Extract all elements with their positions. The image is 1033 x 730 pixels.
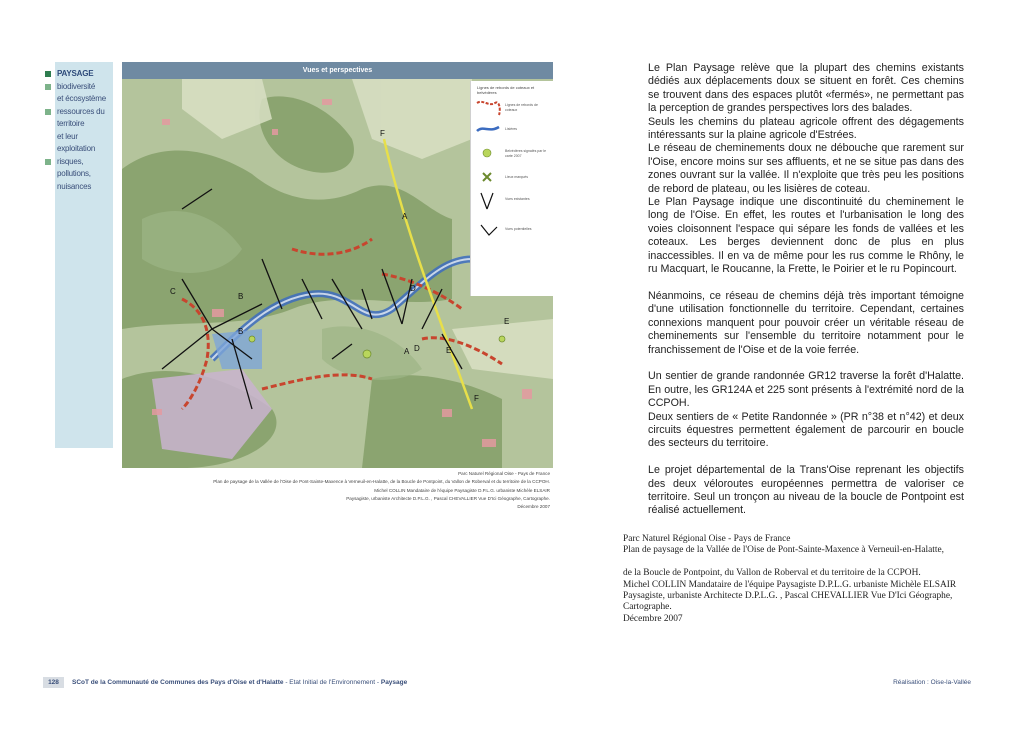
caption-line: Plan de paysage de la Vallée de l'Oise de Pont-Sainte-Maxence à Verneuil-en-Halatte, de la Boucle de Pontpoint, du Vallon de Roberval et du territoire de la CCPOH.	[213, 479, 550, 485]
footer-title-bold: SCoT de la Communauté de Communes des Pays d'Oise et d'Halatte	[72, 679, 284, 686]
source-line: Parc Naturel Régional Oise - Pays de France	[623, 534, 791, 544]
nav-item-label: et leur	[57, 131, 78, 141]
nav-item-label: biodiversité	[57, 81, 96, 91]
footer-title-rest: - Etat Initial de l'Environnement -	[283, 679, 381, 686]
nav-item-label: exploitation	[57, 144, 96, 153]
nav-item-label: pollutions,	[57, 169, 91, 178]
paragraph: Seuls les chemins du plateau agricole offrent des dégagements intéressants sur la plaine agricole d'Estrées.	[648, 115, 964, 142]
legend-item: Lieux marqués	[505, 175, 528, 179]
paragraph: Le projet départemental de la Trans'Oise reprenant les objectifs des deux véloroutes européennes permettra de valoriser ce territoire. Seul un tronçon au niveau de la boucle de Pontpoint est réalisé actuellement.	[648, 464, 964, 517]
footer-title	[72, 677, 407, 688]
landscape-map	[122, 62, 553, 468]
map-label: F	[474, 394, 479, 403]
source-line: Paysagiste, urbaniste Architecte D.P.L.G. , Pascal CHEVALLIER Vue D'Ici Géographe, Cartographe.	[623, 591, 953, 613]
nav-item-label: PAYSAGE	[57, 69, 94, 78]
legend-title: Lignes de rebords de coteaux et belvédères	[477, 85, 535, 95]
bullet-square-icon	[45, 71, 51, 77]
source-credits	[623, 534, 973, 625]
nav-item-label: risques,	[57, 156, 84, 166]
caption-line: Michel COLLIN Mandataire de l'équipe Paysagiste D.P.L.G. urbaniste Michèle ELSAIR	[374, 487, 550, 493]
footer-section: Paysage	[380, 679, 408, 686]
paragraph: Le Plan Paysage relève que la plupart des chemins existants dédiés aux déplacements doux se situent en forêt. Ces chemins se trouvent dans des espaces plutôt «fermés», ne permettant pas la perception de grandes perspectives lors des balades.	[648, 62, 964, 115]
paragraph: Deux sentiers de « Petite Randonnée » (PR n°38 et n°42) et deux circuits équestres permettent également de parcourir en boucle des secteurs du territoire.	[648, 410, 964, 450]
source-line: Michel COLLIN Mandataire de l'équipe Paysagiste D.P.L.G. urbaniste Michèle ELSAIR	[623, 579, 957, 590]
nav-item-ressources[interactable]	[43, 106, 123, 156]
legend-item: Belvédères signalés par le carte 2007	[505, 149, 547, 158]
map-label: F	[380, 129, 385, 138]
map-label: D	[414, 344, 420, 353]
map-label: E	[504, 317, 510, 326]
paragraph: Un sentier de grande randonnée GR12 traverse la forêt d'Halatte. En outre, les GR124A et 225 sont présents à l'extrémité nord de la CCPOH.	[648, 370, 964, 410]
nav-item-label: ressources du	[57, 106, 105, 116]
paragraph: Le Plan Paysage indique une discontinuité du cheminement le long de l'Oise. En effet, les routes et l'urbanisation le long des voies cloisonnent l'espace qui sépare les fonds de vallées et les coteaux. Les berges deviennent donc de plus en plus inaccessibles. Il en va de même pour les rus comme le Rhôny, le ru Macquart, le Roucanne, la Frette, le Poirier et le ru Popincourt.	[648, 196, 964, 276]
nav-item-label: nuisances	[57, 181, 92, 191]
map-label: A	[402, 212, 408, 221]
nav-item-risques[interactable]	[43, 156, 123, 194]
map-title: Vues et perspectives	[122, 62, 553, 79]
source-line: de la Boucle de Pontpoint, du Vallon de Roberval et du territoire de la CCPOH.	[623, 568, 921, 579]
nav-item-biodiversite[interactable]	[43, 81, 123, 106]
legend-item: Vues potentielles	[505, 227, 532, 231]
bullet-square-icon	[45, 84, 51, 90]
body-text	[648, 62, 964, 518]
map-label: B	[238, 292, 244, 301]
nav-item-label: et écosystème	[57, 94, 106, 103]
legend-item: Lignes de rebords de coteaux	[505, 103, 538, 112]
legend-item: Lisières	[505, 127, 518, 131]
legend-symbols	[471, 81, 553, 296]
bullet-square-icon	[45, 109, 51, 115]
page-number: 128	[43, 677, 64, 688]
paragraph: Le réseau de cheminements doux ne débouche que rarement sur l'Oise, encore moins sur ses affluents, et ne se situe pas dans des zones ouvrant sur la vallée. Il n'exploite que très peu les positions de rebord de plateau, ou les lisières de coteau.	[648, 142, 964, 195]
caption-line: Paysagiste, urbaniste Architecte D.P.L.G. , Pascal CHEVALLIER Vue D'Ici Géographe, Cartographe.	[346, 495, 550, 501]
map-label: C	[170, 287, 176, 296]
map-caption	[150, 470, 550, 511]
legend-item: Vues existantes	[505, 197, 530, 201]
page-footer	[43, 677, 971, 688]
source-line: Plan de paysage de la Vallée de l'Oise de Pont-Sainte-Maxence à Verneuil-en-Halatte,	[623, 545, 945, 556]
map-label: B	[238, 327, 244, 336]
source-line: Décembre 2007	[623, 613, 683, 624]
footer-credit: Réalisation : Oise-la-Vallée	[893, 679, 971, 686]
map-label: A	[404, 347, 410, 356]
bullet-square-icon	[45, 159, 51, 165]
map-label: D	[410, 284, 416, 293]
map-label: E	[446, 346, 452, 355]
map-legend	[470, 81, 553, 296]
caption-line: Parc Naturel Régional Oise - Pays de France	[458, 471, 550, 476]
nav-item-paysage[interactable]	[43, 68, 123, 81]
caption-line: Décembre 2007	[517, 504, 550, 510]
paragraph: Néanmoins, ce réseau de chemins déjà très important témoigne d'une utilisation fonctionnelle du territoire. Cependant, certaines connexions manquent pour pouvoir créer un véritable réseau de cheminements sur l'ensemble du territoire notamment pour le franchissement de l'Oise et de la voie ferrée.	[648, 289, 964, 356]
nav-item-label: territoire	[57, 119, 85, 128]
section-nav	[43, 68, 123, 193]
